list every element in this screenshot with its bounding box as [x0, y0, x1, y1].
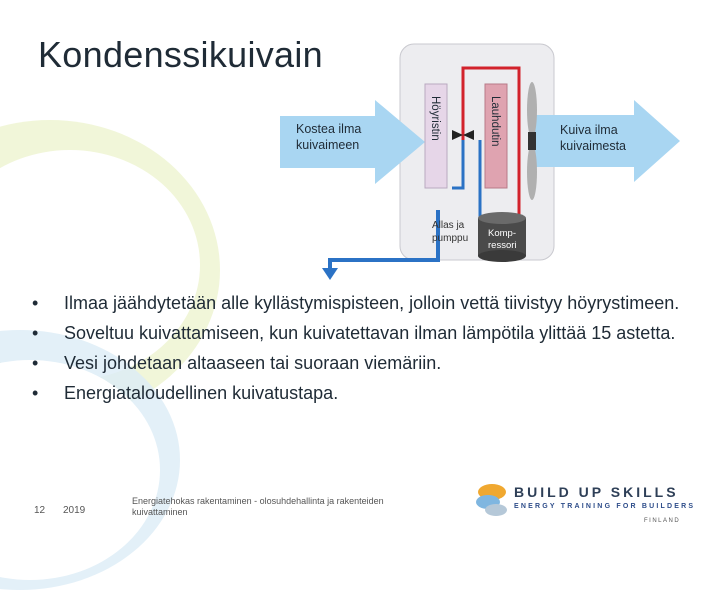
page-number: 12 — [34, 505, 46, 516]
footer-year: 2019 — [63, 505, 86, 516]
outlet-label: Kuiva ilma kuivaimesta — [560, 123, 626, 153]
evaporator-label: Höyristin — [429, 96, 441, 141]
bullet-item: • Soveltuu kuivattamiseen, kun kuivatettavan ilman lämpötila ylittää 15 astetta. — [32, 323, 676, 343]
condenser-label: Lauhdutin — [489, 96, 501, 147]
slide-title: Kondenssikuivain — [38, 34, 323, 75]
bullet-item: • Energiataloudellinen kuivatustapa. — [32, 383, 339, 403]
compressor-top — [478, 212, 526, 224]
bullet-list — [28, 292, 688, 412]
fan-hub-icon — [528, 132, 536, 150]
logo-line-2: ENERGY TRAINING FOR BUILDERS — [514, 503, 696, 510]
tank-label: Allas ja pumppu — [432, 220, 469, 244]
build-up-skills-logo — [474, 478, 694, 530]
compressor-bottom — [478, 250, 526, 262]
bullet-item: • Ilmaa jäähdytetään alle kyllästymispisteen, jolloin vettä tiivistyy höyrystimeen. — [32, 293, 680, 313]
bullet-item: • Vesi johdetaan altaaseen tai suoraan viemäriin. — [32, 353, 442, 373]
logo-line-1: BUILD UP SKILLS — [514, 484, 679, 500]
footer-text: Energiatehokas rakentaminen - olosuhdehallinta ja rakenteiden kuivattaminen — [132, 496, 384, 517]
logo-swoosh-icon — [474, 480, 514, 520]
bullet-dot-icon: • — [32, 293, 39, 313]
bullet-dot-icon: • — [32, 383, 39, 403]
fan-icon — [527, 144, 537, 200]
logo-line-3: FINLAND — [644, 518, 681, 524]
inlet-label: Kostea ilma kuivaimeen — [296, 122, 362, 152]
bullet-dot-icon: • — [32, 323, 39, 343]
bullet-dot-icon: • — [32, 353, 39, 373]
compressor-label: Komp-ressori — [488, 228, 517, 251]
fan-icon — [527, 82, 537, 138]
drain-arrow-icon — [322, 268, 338, 280]
